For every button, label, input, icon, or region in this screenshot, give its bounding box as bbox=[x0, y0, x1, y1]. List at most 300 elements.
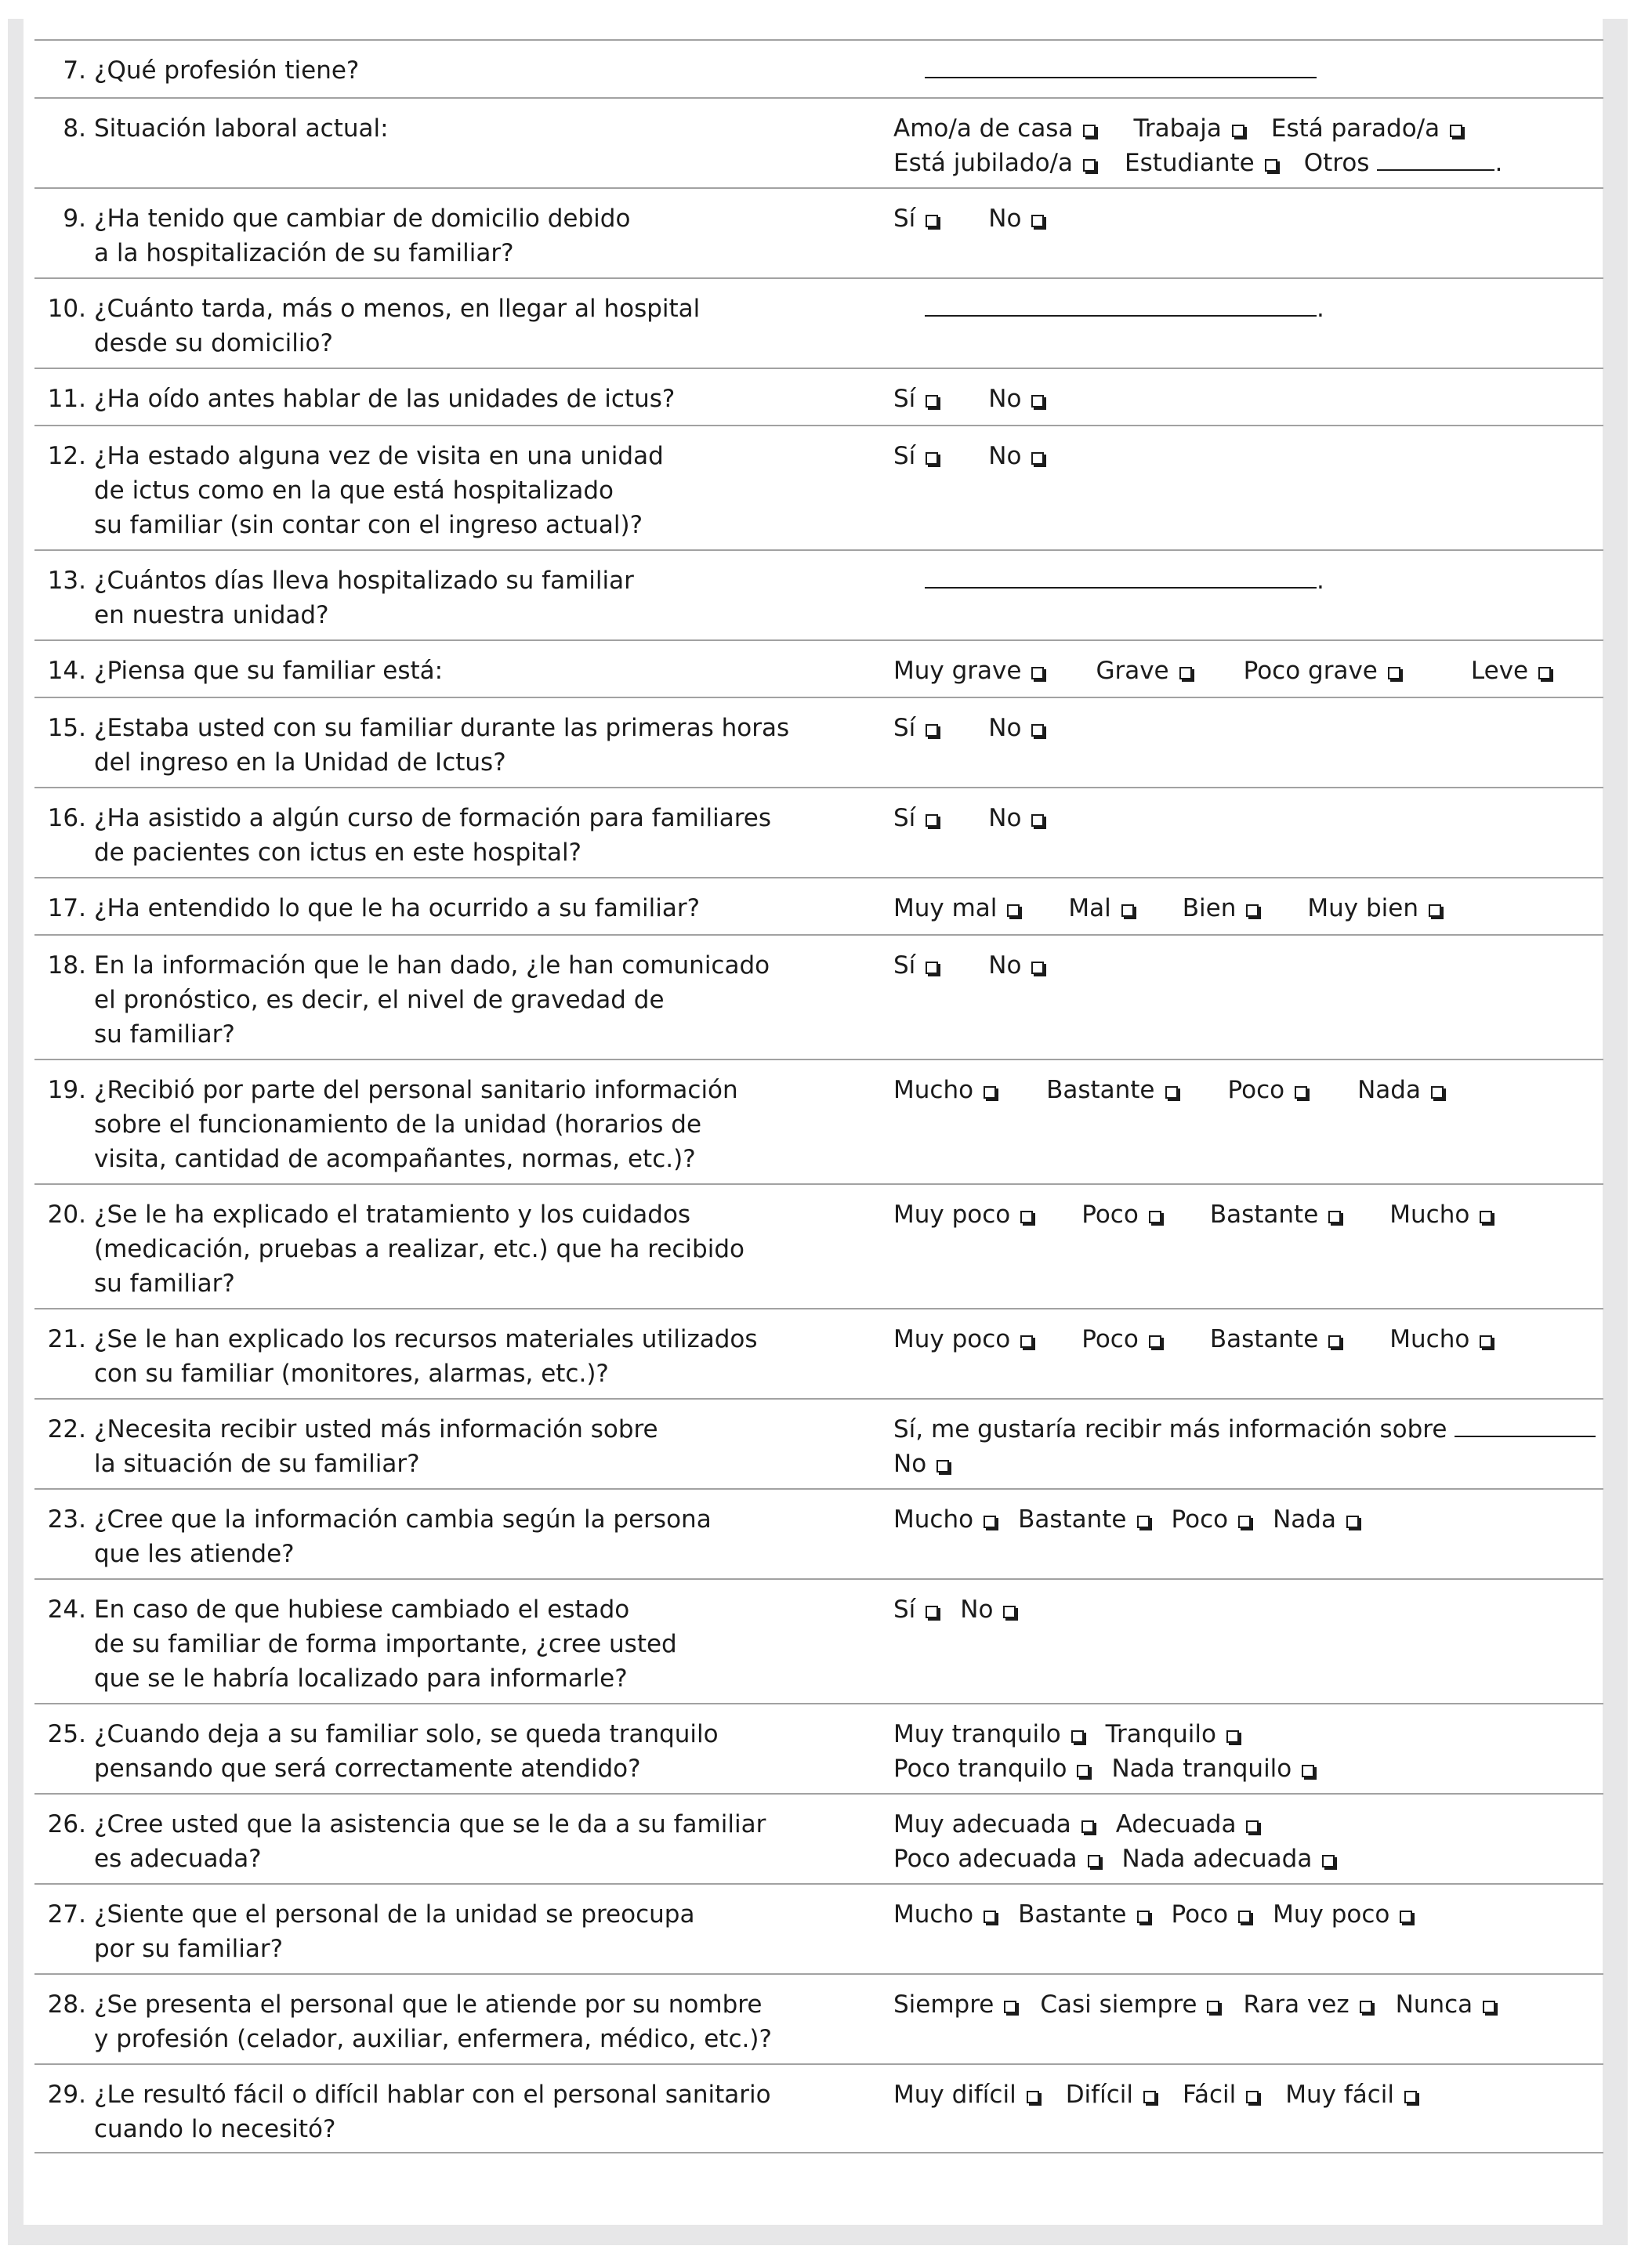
answer-option[interactable] bbox=[988, 801, 1044, 835]
answer-area bbox=[893, 201, 1607, 236]
question-number: 18. bbox=[47, 951, 86, 980]
checkbox-icon[interactable] bbox=[1137, 1516, 1150, 1528]
question-number: 28. bbox=[47, 1990, 86, 2019]
answer-line bbox=[893, 1447, 1607, 1481]
checkbox-icon[interactable] bbox=[926, 1606, 938, 1618]
answer-option[interactable] bbox=[893, 111, 1096, 146]
option-label: No bbox=[988, 951, 1022, 980]
answer-option[interactable] bbox=[1125, 146, 1277, 180]
question-text: ¿Siente que el personal de la unidad se preocupa por su familiar? bbox=[94, 1900, 695, 1963]
option-label: Muy mal bbox=[893, 894, 998, 922]
answer-blank-field[interactable] bbox=[925, 563, 1324, 598]
answer-option[interactable] bbox=[1183, 891, 1259, 925]
answer-area bbox=[893, 1073, 1607, 1107]
option-label: Nada bbox=[1273, 1505, 1336, 1534]
answer-option[interactable] bbox=[1040, 1987, 1219, 2022]
blank-line[interactable] bbox=[925, 53, 1317, 78]
option-label: Bastante bbox=[1018, 1900, 1127, 1929]
option-label: Muy poco bbox=[1273, 1900, 1390, 1929]
answer-option[interactable] bbox=[893, 1897, 996, 1932]
question-number: 22. bbox=[47, 1415, 86, 1443]
answer-option[interactable] bbox=[1228, 1073, 1308, 1107]
option-label: Otros bbox=[1303, 149, 1370, 177]
answer-area bbox=[893, 439, 1607, 473]
answer-option[interactable] bbox=[893, 1322, 1033, 1357]
question-row bbox=[34, 1973, 1603, 2063]
question-row bbox=[34, 697, 1603, 787]
checkbox-icon[interactable] bbox=[1031, 814, 1044, 827]
question-number: 15. bbox=[47, 714, 86, 742]
answer-option[interactable] bbox=[893, 654, 1044, 688]
blank-line[interactable] bbox=[1455, 1412, 1596, 1437]
checkbox-icon[interactable] bbox=[1480, 1335, 1492, 1348]
question-text: ¿Necesita recibir usted más información sobre la situación de su familiar? bbox=[94, 1415, 658, 1478]
checkbox-icon[interactable] bbox=[1083, 159, 1096, 172]
checkbox-icon[interactable] bbox=[1480, 1211, 1492, 1223]
option-label: Trabaja bbox=[1133, 114, 1222, 143]
question-text: ¿Estaba usted con su familiar durante las primeras horas del ingreso en la Unidad de Ictus? bbox=[94, 714, 790, 777]
checkbox-icon[interactable] bbox=[1328, 1211, 1341, 1223]
option-label: Mal bbox=[1068, 894, 1111, 922]
answer-option[interactable] bbox=[1096, 654, 1191, 688]
answer-option[interactable] bbox=[1133, 111, 1244, 146]
checkbox-icon[interactable] bbox=[1322, 1855, 1335, 1867]
option-label: No bbox=[988, 385, 1022, 413]
checkbox-icon[interactable] bbox=[1031, 395, 1044, 407]
option-label: No bbox=[988, 442, 1022, 470]
answer-option[interactable] bbox=[1285, 2077, 1417, 2112]
option-label: Mucho bbox=[893, 1900, 974, 1929]
answer-option[interactable] bbox=[1243, 1987, 1371, 2022]
option-label: Muy grave bbox=[893, 657, 1022, 685]
answer-option[interactable] bbox=[1396, 1987, 1496, 2022]
answer-line bbox=[893, 292, 1607, 326]
option-label: No bbox=[960, 1596, 994, 1624]
checkbox-icon[interactable] bbox=[1232, 125, 1244, 137]
checkbox-icon[interactable] bbox=[1328, 1335, 1341, 1348]
answer-area bbox=[893, 563, 1607, 598]
answer-line bbox=[893, 1751, 1607, 1786]
checkbox-icon[interactable] bbox=[1238, 1911, 1251, 1923]
answer-option[interactable] bbox=[893, 801, 938, 835]
checkbox-icon[interactable] bbox=[1450, 125, 1462, 137]
checkbox-icon[interactable] bbox=[926, 452, 938, 465]
question-text: ¿Ha oído antes hablar de las unidades de ictus? bbox=[94, 385, 676, 413]
question-number: 26. bbox=[47, 1810, 86, 1838]
checkbox-icon[interactable] bbox=[926, 962, 938, 974]
answer-option[interactable] bbox=[893, 711, 938, 745]
checkbox-icon[interactable] bbox=[1238, 1516, 1251, 1528]
option-label: Nada bbox=[1357, 1076, 1421, 1104]
question-row bbox=[34, 1883, 1603, 1973]
question-text: ¿Le resultó fácil o difícil hablar con el personal sanitario cuando lo necesitó? bbox=[94, 2081, 771, 2143]
question-text: ¿Ha entendido lo que le ha ocurrido a su familiar? bbox=[94, 894, 701, 922]
checkbox-icon[interactable] bbox=[1083, 125, 1096, 137]
question-row bbox=[34, 549, 1603, 639]
answer-blank-field[interactable] bbox=[925, 292, 1324, 326]
answer-option[interactable] bbox=[1106, 1717, 1239, 1751]
blank-line[interactable] bbox=[925, 563, 1317, 589]
answer-area bbox=[893, 801, 1607, 835]
answer-area bbox=[893, 292, 1607, 326]
question-number: 12. bbox=[47, 442, 86, 470]
answer-option[interactable] bbox=[1116, 1807, 1259, 1842]
trailing-punctuation: . bbox=[1317, 567, 1324, 595]
question-row bbox=[34, 934, 1603, 1059]
checkbox-icon[interactable] bbox=[1088, 1855, 1100, 1867]
answer-area bbox=[893, 711, 1607, 745]
checkbox-icon[interactable] bbox=[1149, 1211, 1161, 1223]
checkbox-icon[interactable] bbox=[1538, 667, 1551, 679]
option-label: Poco grave bbox=[1243, 657, 1378, 685]
answer-blank-field[interactable] bbox=[1304, 146, 1503, 180]
answer-option[interactable] bbox=[893, 891, 1020, 925]
question-row bbox=[34, 277, 1603, 368]
answer-area bbox=[893, 1897, 1607, 1932]
checkbox-icon[interactable] bbox=[1246, 1820, 1259, 1833]
answer-option[interactable] bbox=[1018, 1897, 1149, 1932]
option-label: Casi siempre bbox=[1040, 1990, 1197, 2019]
answer-option[interactable] bbox=[1066, 2077, 1156, 2112]
question-text: ¿Cree usted que la asistencia que se le da a su familiar es adecuada? bbox=[94, 1810, 766, 1873]
checkbox-icon[interactable] bbox=[1226, 1730, 1239, 1743]
question-number: 13. bbox=[47, 567, 86, 595]
question-row bbox=[34, 1488, 1603, 1578]
answer-line bbox=[893, 1807, 1607, 1842]
question-text: ¿Cuánto tarda, más o menos, en llegar al hospital desde su domicilio? bbox=[94, 295, 701, 357]
answer-option[interactable] bbox=[893, 1717, 1084, 1751]
question-number: 14. bbox=[47, 657, 86, 685]
answer-option[interactable] bbox=[1389, 1197, 1492, 1232]
option-label: Sí bbox=[893, 714, 916, 742]
checkbox-icon[interactable] bbox=[1020, 1335, 1033, 1348]
answer-option[interactable] bbox=[893, 1592, 938, 1627]
answer-option[interactable] bbox=[988, 439, 1044, 473]
answer-area bbox=[893, 2077, 1607, 2112]
answer-option[interactable] bbox=[988, 201, 1044, 236]
question-text: ¿Se le han explicado los recursos materiales utilizados con su familiar (monitores, alarmas, etc.)? bbox=[94, 1325, 758, 1388]
option-label: Muy fácil bbox=[1285, 2081, 1395, 2109]
option-label: Nada adecuada bbox=[1121, 1845, 1313, 1873]
answer-option[interactable] bbox=[1018, 1502, 1149, 1537]
question-text: ¿Piensa que su familiar está: bbox=[94, 657, 444, 685]
answer-option[interactable] bbox=[1273, 1897, 1412, 1932]
answer-area bbox=[893, 1322, 1607, 1357]
option-label: Poco bbox=[1227, 1076, 1285, 1104]
checkbox-icon[interactable] bbox=[1143, 2091, 1156, 2103]
answer-line bbox=[893, 1897, 1607, 1932]
checkbox-icon[interactable] bbox=[984, 1086, 996, 1099]
checkbox-icon[interactable] bbox=[926, 215, 938, 227]
answer-option[interactable] bbox=[893, 439, 938, 473]
option-label: Sí bbox=[893, 804, 916, 832]
answer-area bbox=[893, 53, 1607, 88]
answer-line bbox=[893, 1987, 1607, 2022]
question-row bbox=[34, 368, 1603, 425]
option-label: Sí bbox=[893, 442, 916, 470]
option-label: No bbox=[893, 1450, 927, 1478]
answer-option[interactable] bbox=[1172, 1502, 1252, 1537]
checkbox-icon[interactable] bbox=[1149, 1335, 1161, 1348]
question-row bbox=[34, 877, 1603, 934]
option-label: Sí bbox=[893, 1596, 916, 1624]
checkbox-icon[interactable] bbox=[1027, 2091, 1039, 2103]
answer-line bbox=[893, 948, 1607, 983]
checkbox-icon[interactable] bbox=[1346, 1516, 1359, 1528]
checkbox-icon[interactable] bbox=[1003, 1606, 1016, 1618]
answer-area bbox=[893, 1502, 1607, 1537]
checkbox-icon[interactable] bbox=[1295, 1086, 1307, 1099]
answer-line bbox=[893, 711, 1607, 745]
question-row bbox=[34, 639, 1603, 697]
answer-option[interactable] bbox=[1210, 1322, 1341, 1357]
answer-option[interactable] bbox=[1081, 1322, 1161, 1357]
checkbox-icon[interactable] bbox=[1388, 667, 1400, 679]
checkbox-icon[interactable] bbox=[1404, 2091, 1417, 2103]
checkbox-icon[interactable] bbox=[1137, 1911, 1150, 1923]
answer-line bbox=[893, 563, 1607, 598]
question-text: ¿Cuando deja a su familiar solo, se queda tranquilo pensando que será correctamente atendido? bbox=[94, 1720, 719, 1783]
answer-option[interactable] bbox=[1081, 1197, 1161, 1232]
answer-line bbox=[893, 439, 1607, 473]
answer-option[interactable] bbox=[1357, 1073, 1444, 1107]
question-text: ¿Qué profesión tiene? bbox=[94, 56, 360, 85]
question-number: 25. bbox=[47, 1720, 86, 1748]
answer-line bbox=[893, 891, 1607, 925]
answer-area bbox=[893, 111, 1607, 180]
answer-option[interactable] bbox=[893, 1447, 949, 1481]
checkbox-icon[interactable] bbox=[1077, 1765, 1089, 1777]
blank-line[interactable] bbox=[925, 292, 1317, 317]
answer-option[interactable] bbox=[960, 1592, 1016, 1627]
option-label: Sí bbox=[893, 951, 916, 980]
option-label: Sí bbox=[893, 385, 916, 413]
option-label: Muy poco bbox=[893, 1325, 1011, 1353]
checkbox-icon[interactable] bbox=[1031, 215, 1044, 227]
answer-option[interactable] bbox=[1068, 891, 1133, 925]
answer-option[interactable] bbox=[1172, 1897, 1252, 1932]
question-number: 29. bbox=[47, 2081, 86, 2109]
question-row bbox=[34, 425, 1603, 549]
answer-line bbox=[893, 1592, 1607, 1627]
answer-area bbox=[893, 1197, 1607, 1232]
question-number: 17. bbox=[47, 894, 86, 922]
option-label: Muy poco bbox=[893, 1201, 1011, 1229]
checkbox-icon[interactable] bbox=[1004, 2001, 1016, 2013]
answer-option[interactable] bbox=[893, 1807, 1094, 1842]
checkbox-icon[interactable] bbox=[1207, 2001, 1219, 2013]
question-number: 8. bbox=[63, 114, 86, 143]
option-label: Rara vez bbox=[1243, 1990, 1349, 2019]
answer-option[interactable] bbox=[893, 201, 938, 236]
option-label: Bastante bbox=[1209, 1201, 1319, 1229]
answer-option[interactable] bbox=[988, 948, 1044, 983]
question-number: 20. bbox=[47, 1201, 86, 1229]
answer-blank-field[interactable] bbox=[925, 53, 1317, 88]
option-label: Poco bbox=[1171, 1900, 1229, 1929]
answer-option[interactable] bbox=[893, 1987, 1016, 2022]
option-label: Grave bbox=[1096, 657, 1169, 685]
answer-line bbox=[893, 1073, 1607, 1107]
checkbox-icon[interactable] bbox=[1400, 1911, 1412, 1923]
option-label: Muy difícil bbox=[893, 2081, 1016, 2109]
option-label: Poco adecuada bbox=[893, 1845, 1078, 1873]
question-text: En la información que le han dado, ¿le han comunicado el pronóstico, es decir, el nivel de gravedad de su familiar? bbox=[94, 951, 770, 1049]
option-label: Bien bbox=[1182, 894, 1237, 922]
answer-area bbox=[893, 1807, 1607, 1876]
question-text: ¿Se presenta el personal que le atiende por su nombre y profesión (celador, auxiliar, enfermera, médico, etc.)? bbox=[94, 1990, 772, 2053]
checkbox-icon[interactable] bbox=[1179, 667, 1192, 679]
checkbox-icon[interactable] bbox=[1031, 452, 1044, 465]
question-text: ¿Se le ha explicado el tratamiento y los cuidados (medicación, pruebas a realizar, etc.) que ha recibido su familiar? bbox=[94, 1201, 744, 1298]
checkbox-icon[interactable] bbox=[1071, 1730, 1084, 1743]
answer-option[interactable] bbox=[893, 1751, 1089, 1786]
option-label: Adecuada bbox=[1115, 1810, 1237, 1838]
answer-option[interactable] bbox=[1307, 891, 1441, 925]
checkbox-icon[interactable] bbox=[984, 1516, 996, 1528]
option-label: Bastante bbox=[1046, 1076, 1155, 1104]
option-label: Bastante bbox=[1209, 1325, 1319, 1353]
answer-line bbox=[893, 53, 1607, 88]
option-label: Nada tranquilo bbox=[1111, 1755, 1292, 1783]
answer-option[interactable] bbox=[1389, 1322, 1492, 1357]
answer-line bbox=[893, 1412, 1607, 1447]
question-text: Situación laboral actual: bbox=[94, 114, 389, 143]
answer-option[interactable] bbox=[1471, 654, 1551, 688]
answer-line bbox=[893, 382, 1607, 416]
option-label: Bastante bbox=[1018, 1505, 1127, 1534]
option-label: Poco bbox=[1171, 1505, 1229, 1534]
question-row bbox=[34, 1059, 1603, 1183]
checkbox-icon[interactable] bbox=[1246, 2091, 1259, 2103]
answer-option[interactable] bbox=[988, 382, 1044, 416]
question-row bbox=[34, 1183, 1603, 1308]
option-label: Sí, me gustaría recibir más información sobre bbox=[893, 1415, 1447, 1443]
question-row bbox=[34, 787, 1603, 877]
answer-option[interactable] bbox=[893, 382, 938, 416]
answer-area bbox=[893, 382, 1607, 416]
option-label: Tranquilo bbox=[1105, 1720, 1216, 1748]
option-label: Fácil bbox=[1182, 2081, 1237, 2109]
question-text: ¿Ha estado alguna vez de visita en una unidad de ictus como en la que está hospitalizado su familiar (sin contar con el ingreso actual)? bbox=[94, 442, 664, 539]
question-row bbox=[34, 1308, 1603, 1398]
question-row bbox=[34, 39, 1603, 97]
question-number: 19. bbox=[47, 1076, 86, 1104]
answer-line bbox=[893, 654, 1607, 688]
answer-option[interactable] bbox=[893, 1197, 1033, 1232]
answer-blank-field[interactable] bbox=[893, 1412, 1596, 1447]
checkbox-icon[interactable] bbox=[1007, 904, 1020, 917]
answer-option[interactable] bbox=[1271, 111, 1462, 146]
answer-area bbox=[893, 891, 1607, 925]
question-number: 24. bbox=[47, 1596, 86, 1624]
question-number: 7. bbox=[63, 56, 86, 85]
checkbox-icon[interactable] bbox=[1031, 962, 1044, 974]
option-label: Poco bbox=[1081, 1325, 1139, 1353]
checkbox-icon[interactable] bbox=[1302, 1765, 1314, 1777]
question-number: 11. bbox=[47, 385, 86, 413]
answer-area bbox=[893, 948, 1607, 983]
question-row bbox=[34, 1578, 1603, 1703]
answer-option[interactable] bbox=[893, 1502, 996, 1537]
checkbox-icon[interactable] bbox=[1429, 904, 1441, 917]
question-number: 23. bbox=[47, 1505, 86, 1534]
option-label: Muy adecuada bbox=[893, 1810, 1071, 1838]
answer-option[interactable] bbox=[1210, 1197, 1341, 1232]
question-row bbox=[34, 97, 1603, 187]
checkbox-icon[interactable] bbox=[1020, 1211, 1033, 1223]
answer-option[interactable] bbox=[1183, 2077, 1259, 2112]
trailing-punctuation: . bbox=[1317, 295, 1324, 323]
question-text: ¿Recibió por parte del personal sanitario información sobre el funcionamiento de la unidad (horarios de visita, cantidad de acompañantes, normas, etc.)? bbox=[94, 1076, 738, 1173]
answer-line bbox=[893, 1717, 1607, 1751]
option-label: Nunca bbox=[1395, 1990, 1473, 2019]
checkbox-icon[interactable] bbox=[1265, 159, 1277, 172]
option-label: No bbox=[988, 205, 1022, 233]
answer-area bbox=[893, 1412, 1607, 1481]
answer-option[interactable] bbox=[893, 1073, 996, 1107]
answer-option[interactable] bbox=[893, 2077, 1039, 2112]
checkbox-icon[interactable] bbox=[1431, 1086, 1444, 1099]
checkbox-icon[interactable] bbox=[1081, 1820, 1094, 1833]
option-label: Difícil bbox=[1065, 2081, 1133, 2109]
answer-option[interactable] bbox=[1046, 1073, 1177, 1107]
answer-area bbox=[893, 654, 1607, 688]
answer-option[interactable] bbox=[1244, 654, 1400, 688]
option-label: No bbox=[988, 714, 1022, 742]
checkbox-icon[interactable] bbox=[1360, 2001, 1372, 2013]
checkbox-icon[interactable] bbox=[926, 814, 938, 827]
question-number: 9. bbox=[63, 205, 86, 233]
question-number: 16. bbox=[47, 804, 86, 832]
option-label: No bbox=[988, 804, 1022, 832]
answer-option[interactable] bbox=[1111, 1751, 1314, 1786]
answer-option[interactable] bbox=[893, 146, 1096, 180]
checkbox-icon[interactable] bbox=[926, 724, 938, 737]
question-row bbox=[34, 1793, 1603, 1883]
questionnaire-rows bbox=[34, 39, 1603, 2153]
checkbox-icon[interactable] bbox=[1031, 667, 1044, 679]
checkbox-icon[interactable] bbox=[1165, 1086, 1178, 1099]
answer-line bbox=[893, 1502, 1607, 1537]
answer-option[interactable] bbox=[893, 1842, 1100, 1876]
question-number: 10. bbox=[47, 295, 86, 323]
checkbox-icon[interactable] bbox=[1121, 904, 1134, 917]
blank-line[interactable] bbox=[1377, 146, 1494, 171]
answer-line bbox=[893, 1197, 1607, 1232]
answer-option[interactable] bbox=[988, 711, 1044, 745]
checkbox-icon[interactable] bbox=[936, 1460, 949, 1472]
checkbox-icon[interactable] bbox=[1031, 724, 1044, 737]
option-label: Mucho bbox=[1389, 1201, 1470, 1229]
checkbox-icon[interactable] bbox=[1246, 904, 1259, 917]
checkbox-icon[interactable] bbox=[1483, 2001, 1495, 2013]
answer-option[interactable] bbox=[1122, 1842, 1335, 1876]
answer-option[interactable] bbox=[893, 948, 938, 983]
option-label: Sí bbox=[893, 205, 916, 233]
question-text: En caso de que hubiese cambiado el estado de su familiar de forma importante, ¿cree usted que se le habría localizado para informarle? bbox=[94, 1596, 677, 1693]
checkbox-icon[interactable] bbox=[984, 1911, 996, 1923]
answer-line bbox=[893, 801, 1607, 835]
question-text: ¿Ha tenido que cambiar de domicilio debido a la hospitalización de su familiar? bbox=[94, 205, 631, 267]
answer-option[interactable] bbox=[1273, 1502, 1359, 1537]
option-label: Muy tranquilo bbox=[893, 1720, 1061, 1748]
option-label: Está parado/a bbox=[1270, 114, 1440, 143]
checkbox-icon[interactable] bbox=[926, 395, 938, 407]
answer-line bbox=[893, 146, 1607, 180]
option-label: Leve bbox=[1470, 657, 1529, 685]
answer-line bbox=[893, 1322, 1607, 1357]
